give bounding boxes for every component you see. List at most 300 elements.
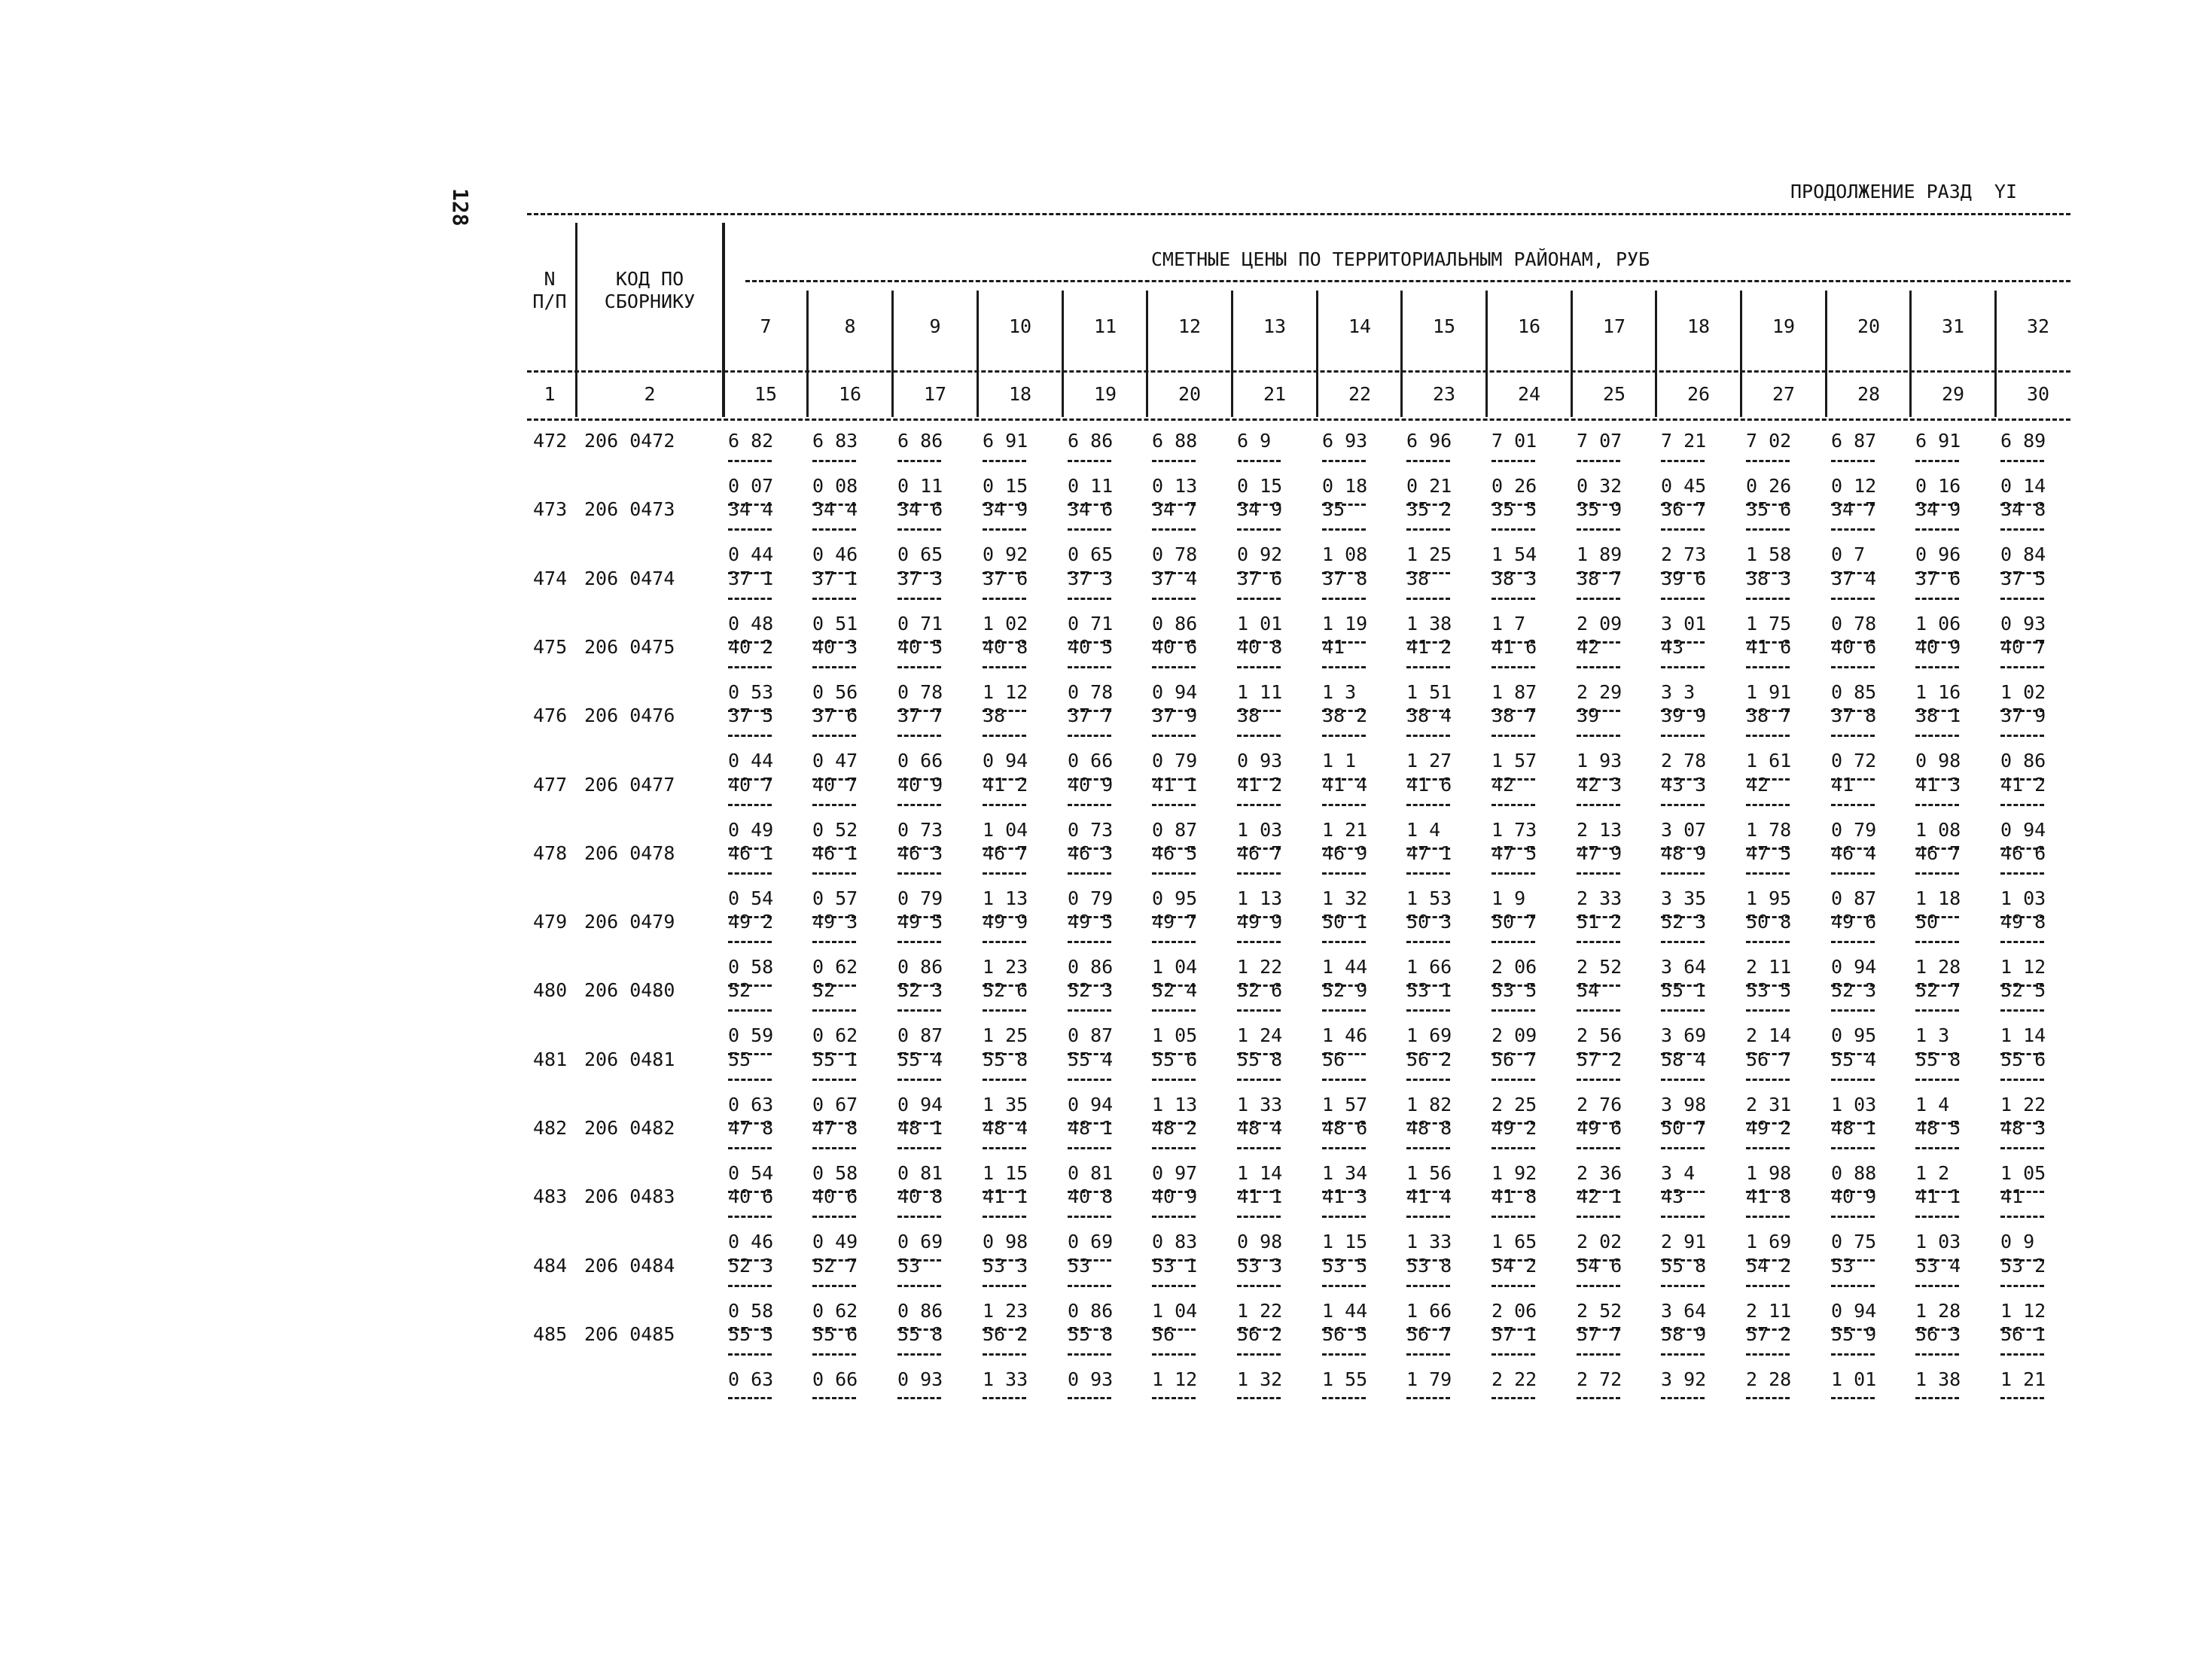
price-upper: 38 <box>1406 568 1430 589</box>
fraction-line <box>2000 528 2044 531</box>
price-lower: 0 53 <box>728 681 774 703</box>
price-lower: 1 95 <box>1746 887 1792 909</box>
price-lower: 0 21 <box>1406 475 1452 497</box>
price-lower: 0 69 <box>897 1231 943 1252</box>
fraction-line <box>728 941 772 943</box>
group-rule <box>745 280 2070 282</box>
price-upper: 53 2 <box>2000 1255 2046 1277</box>
price-lower: 1 55 <box>1322 1368 1368 1390</box>
fraction-line <box>1152 872 1196 875</box>
row-number: 484 <box>533 1255 568 1277</box>
index-number: 18 <box>1008 383 1032 405</box>
price-lower: 0 87 <box>1831 887 1877 909</box>
fraction-line <box>983 1079 1026 1081</box>
fraction-line <box>728 1147 772 1149</box>
district-number: 13 <box>1263 315 1287 337</box>
row-code: 206 0477 <box>584 774 675 796</box>
fraction-line <box>1831 804 1875 806</box>
price-lower: 1 04 <box>983 819 1028 841</box>
price-lower: 2 36 <box>1577 1162 1623 1184</box>
fraction-line <box>1322 804 1366 806</box>
price-upper: 41 1 <box>1152 774 1198 796</box>
price-lower: 1 13 <box>1152 1094 1198 1115</box>
price-lower: 0 84 <box>2000 543 2046 565</box>
price-lower: 1 12 <box>2000 1300 2046 1322</box>
price-lower: 3 92 <box>1661 1368 1707 1390</box>
price-upper: 40 8 <box>1068 1185 1114 1207</box>
fraction-line <box>728 1353 772 1356</box>
fraction-line <box>1831 1353 1875 1356</box>
col-code-label: КОД ПО <box>615 268 684 290</box>
fraction-line <box>983 1216 1026 1218</box>
price-upper: 41 1 <box>1915 1185 1961 1207</box>
price-lower: 2 29 <box>1577 681 1623 703</box>
price-lower: 1 23 <box>983 956 1028 978</box>
fraction-line <box>1068 528 1111 531</box>
fraction-line <box>1322 1353 1366 1356</box>
price-lower: 1 28 <box>1915 956 1961 978</box>
price-upper: 46 3 <box>1068 842 1114 864</box>
price-lower: 0 32 <box>1577 475 1623 497</box>
fraction-line <box>1237 735 1281 737</box>
price-upper: 55 1 <box>812 1048 858 1070</box>
fraction-line <box>1661 1216 1705 1218</box>
row-code: 206 0473 <box>584 498 675 520</box>
price-lower: 0 94 <box>1152 681 1198 703</box>
price-lower: 0 56 <box>812 681 858 703</box>
price-upper: 40 9 <box>897 774 943 796</box>
price-upper: 53 <box>1831 1255 1854 1277</box>
price-upper: 40 9 <box>1068 774 1114 796</box>
price-lower: 1 58 <box>1746 543 1792 565</box>
price-lower: 0 66 <box>1068 750 1114 772</box>
fraction-line <box>1491 1397 1535 1399</box>
continuation-title: ПРОДОЛЖЕНИЕ РАЗД YI <box>1790 181 2018 202</box>
price-upper: 46 9 <box>1322 842 1368 864</box>
price-upper: 34 4 <box>812 498 858 520</box>
row-code: 206 0484 <box>584 1255 675 1277</box>
row-number: 474 <box>533 568 568 589</box>
price-upper: 34 8 <box>2000 498 2046 520</box>
price-lower: 1 22 <box>1237 1300 1283 1322</box>
col-n-label: N <box>544 268 556 290</box>
fraction-line <box>1152 1216 1196 1218</box>
price-lower: 1 05 <box>1152 1024 1198 1046</box>
fraction-line <box>728 1216 772 1218</box>
price-lower: 0 9 <box>2000 1231 2035 1252</box>
price-upper: 37 1 <box>812 568 858 589</box>
price-upper: 40 6 <box>1831 636 1877 658</box>
price-upper: 53 1 <box>1406 979 1452 1001</box>
fraction-line <box>897 1216 941 1218</box>
fraction-line <box>897 1009 941 1012</box>
fraction-line <box>1491 528 1535 531</box>
price-lower: 0 62 <box>812 956 858 978</box>
price-lower: 0 15 <box>983 475 1028 497</box>
fraction-line <box>1661 1079 1705 1081</box>
price-lower: 1 35 <box>983 1094 1028 1115</box>
price-lower: 1 78 <box>1746 819 1792 841</box>
price-upper: 52 3 <box>1661 911 1707 933</box>
price-lower: 3 35 <box>1661 887 1707 909</box>
fraction-line <box>1237 804 1281 806</box>
price-lower: 1 22 <box>1237 956 1283 978</box>
price-upper: 41 8 <box>1746 1185 1792 1207</box>
fraction-line <box>1831 1009 1875 1012</box>
price-upper: 6 86 <box>1068 430 1114 452</box>
price-upper: 43 3 <box>1661 774 1707 796</box>
fraction-line <box>983 666 1026 668</box>
price-upper: 48 4 <box>983 1117 1028 1139</box>
fraction-line <box>897 1285 941 1287</box>
district-divider <box>1231 291 1233 417</box>
fraction-line <box>728 872 772 875</box>
price-upper: 56 7 <box>1406 1323 1452 1345</box>
index-number: 22 <box>1348 383 1372 405</box>
price-lower: 1 56 <box>1406 1162 1452 1184</box>
price-lower: 1 73 <box>1491 819 1537 841</box>
price-upper: 7 21 <box>1661 430 1707 452</box>
fraction-line <box>897 941 941 943</box>
price-lower: 0 26 <box>1746 475 1792 497</box>
price-upper: 54 2 <box>1746 1255 1792 1277</box>
price-lower: 0 46 <box>728 1231 774 1252</box>
price-lower: 0 86 <box>897 956 943 978</box>
fraction-line <box>1491 1147 1535 1149</box>
fraction-line <box>1322 1079 1366 1081</box>
fraction-line <box>1068 460 1111 462</box>
price-upper: 55 6 <box>812 1323 858 1345</box>
price-upper: 40 7 <box>812 774 858 796</box>
price-lower: 1 32 <box>1237 1368 1283 1390</box>
fraction-line <box>728 1009 772 1012</box>
fraction-line <box>728 1397 772 1399</box>
price-upper: 6 91 <box>1915 430 1961 452</box>
price-upper: 35 5 <box>1491 498 1537 520</box>
fraction-line <box>1068 1009 1111 1012</box>
fraction-line <box>1152 1009 1196 1012</box>
price-lower: 1 69 <box>1406 1024 1452 1046</box>
fraction-line <box>983 1147 1026 1149</box>
price-lower: 0 79 <box>1152 750 1198 772</box>
price-lower: 1 61 <box>1746 750 1792 772</box>
index-number: 16 <box>838 383 862 405</box>
fraction-line <box>1152 1079 1196 1081</box>
fraction-line <box>1577 1009 1620 1012</box>
price-upper: 55 4 <box>897 1048 943 1070</box>
price-lower: 1 03 <box>1831 1094 1877 1115</box>
price-lower: 1 06 <box>1915 613 1961 635</box>
fraction-line <box>1915 735 1959 737</box>
row-number: 481 <box>533 1048 568 1070</box>
price-upper: 56 2 <box>1237 1323 1283 1345</box>
price-lower: 0 51 <box>812 613 858 635</box>
price-lower: 1 3 <box>1915 1024 1950 1046</box>
price-lower: 1 57 <box>1491 750 1537 772</box>
price-upper: 41 3 <box>1915 774 1961 796</box>
price-upper: 46 3 <box>897 842 943 864</box>
district-divider <box>806 291 809 417</box>
price-lower: 0 81 <box>1068 1162 1114 1184</box>
price-lower: 1 57 <box>1322 1094 1368 1115</box>
row-number: 475 <box>533 636 568 658</box>
fraction-line <box>728 666 772 668</box>
price-lower: 2 25 <box>1491 1094 1537 1115</box>
row-number: 477 <box>533 774 568 796</box>
district-number: 19 <box>1772 315 1796 337</box>
price-lower: 0 87 <box>1068 1024 1114 1046</box>
price-lower: 1 7 <box>1491 613 1526 635</box>
price-lower: 0 93 <box>1068 1368 1114 1390</box>
fraction-line <box>1491 1009 1535 1012</box>
fraction-line <box>2000 460 2044 462</box>
fraction-line <box>1831 1216 1875 1218</box>
fraction-line <box>2000 1147 2044 1149</box>
price-upper: 55 9 <box>1831 1323 1877 1345</box>
price-upper: 49 5 <box>897 911 943 933</box>
fraction-line <box>1577 1079 1620 1081</box>
fraction-line <box>897 1353 941 1356</box>
price-upper: 37 6 <box>983 568 1028 589</box>
price-upper: 52 4 <box>1152 979 1198 1001</box>
fraction-line <box>1577 872 1620 875</box>
price-upper: 6 89 <box>2000 430 2046 452</box>
district-number: 16 <box>1517 315 1541 337</box>
price-lower: 1 33 <box>1406 1231 1452 1252</box>
price-lower: 1 32 <box>1322 887 1368 909</box>
fraction-line <box>1406 941 1450 943</box>
district-divider <box>722 223 724 417</box>
fraction-line <box>728 735 772 737</box>
price-lower: 1 3 <box>1322 681 1357 703</box>
fraction-line <box>983 941 1026 943</box>
price-upper: 48 5 <box>1915 1117 1961 1139</box>
price-upper: 52 3 <box>1831 979 1877 1001</box>
fraction-line <box>1915 804 1959 806</box>
fraction-line <box>1152 666 1196 668</box>
fraction-line <box>1491 1216 1535 1218</box>
price-upper: 40 2 <box>728 636 774 658</box>
price-upper: 55 6 <box>1152 1048 1198 1070</box>
fraction-line <box>1322 1216 1366 1218</box>
fraction-line <box>983 1353 1026 1356</box>
price-upper: 37 5 <box>728 705 774 726</box>
price-lower: 0 93 <box>2000 613 2046 635</box>
index-number: 27 <box>1772 383 1796 405</box>
price-upper: 55 5 <box>728 1323 774 1345</box>
price-upper: 46 4 <box>1831 842 1877 864</box>
price-lower: 0 58 <box>728 1300 774 1322</box>
fraction-line <box>2000 872 2044 875</box>
price-upper: 57 7 <box>1577 1323 1623 1345</box>
price-lower: 1 92 <box>1491 1162 1537 1184</box>
fraction-line <box>1068 941 1111 943</box>
price-upper: 7 02 <box>1746 430 1792 452</box>
price-lower: 0 58 <box>812 1162 858 1184</box>
price-upper: 49 8 <box>2000 911 2046 933</box>
price-lower: 0 86 <box>1068 956 1114 978</box>
price-upper: 50 3 <box>1406 911 1452 933</box>
price-upper: 37 8 <box>1322 568 1368 589</box>
fraction-line <box>1746 460 1790 462</box>
price-upper: 49 2 <box>728 911 774 933</box>
price-lower: 1 19 <box>1322 613 1368 635</box>
price-lower: 1 13 <box>1237 887 1283 909</box>
price-lower: 0 57 <box>812 887 858 909</box>
price-upper: 52 3 <box>1068 979 1114 1001</box>
price-upper: 49 2 <box>1491 1117 1537 1139</box>
fraction-line <box>1661 666 1705 668</box>
price-upper: 48 8 <box>1406 1117 1452 1139</box>
price-lower: 1 25 <box>1406 543 1452 565</box>
price-lower: 0 62 <box>812 1300 858 1322</box>
price-upper: 41 8 <box>1491 1185 1537 1207</box>
fraction-line <box>1406 1147 1450 1149</box>
fraction-line <box>728 804 772 806</box>
district-divider <box>1316 291 1318 417</box>
fraction-line <box>983 872 1026 875</box>
price-upper: 56 3 <box>1915 1323 1961 1345</box>
fraction-line <box>1152 735 1196 737</box>
price-lower: 1 98 <box>1746 1162 1792 1184</box>
price-upper: 52 7 <box>812 1255 858 1277</box>
fraction-line <box>1491 1285 1535 1287</box>
price-upper: 55 8 <box>1661 1255 1707 1277</box>
price-lower: 0 86 <box>2000 750 2046 772</box>
fraction-line <box>812 804 856 806</box>
fraction-line <box>1406 598 1450 600</box>
fraction-line <box>1577 804 1620 806</box>
price-upper: 53 1 <box>1152 1255 1198 1277</box>
price-upper: 56 7 <box>1491 1048 1537 1070</box>
fraction-line <box>2000 941 2044 943</box>
price-lower: 2 22 <box>1491 1368 1537 1390</box>
price-lower: 2 31 <box>1746 1094 1792 1115</box>
fraction-line <box>2000 1353 2044 1356</box>
price-upper: 34 7 <box>1152 498 1198 520</box>
index-number: 21 <box>1263 383 1287 405</box>
price-lower: 1 1 <box>1322 750 1357 772</box>
fraction-line <box>2000 1009 2044 1012</box>
district-number: 32 <box>2026 315 2050 337</box>
price-upper: 49 6 <box>1577 1117 1623 1139</box>
fraction-line <box>1237 941 1281 943</box>
fraction-line <box>728 460 772 462</box>
price-lower: 0 92 <box>1237 543 1283 565</box>
district-divider <box>977 291 979 417</box>
price-upper: 48 1 <box>1068 1117 1114 1139</box>
price-upper: 35 9 <box>1577 498 1623 520</box>
price-lower: 0 88 <box>1831 1162 1877 1184</box>
fraction-line <box>812 528 856 531</box>
price-lower: 2 11 <box>1746 956 1792 978</box>
price-lower: 1 34 <box>1322 1162 1368 1184</box>
fraction-line <box>1152 1397 1196 1399</box>
fraction-line <box>1322 1147 1366 1149</box>
price-lower: 0 13 <box>1152 475 1198 497</box>
fraction-line <box>1661 1147 1705 1149</box>
fraction-line <box>1406 528 1450 531</box>
fraction-line <box>1746 598 1790 600</box>
price-lower: 1 12 <box>2000 956 2046 978</box>
district-divider <box>1655 291 1657 417</box>
price-upper: 51 2 <box>1577 911 1623 933</box>
price-lower: 2 91 <box>1661 1231 1707 1252</box>
price-upper: 49 6 <box>1831 911 1877 933</box>
price-upper: 37 4 <box>1152 568 1198 589</box>
fraction-line <box>1831 528 1875 531</box>
fraction-line <box>1915 872 1959 875</box>
row-number: 483 <box>533 1185 568 1207</box>
price-lower: 0 15 <box>1237 475 1283 497</box>
price-lower: 2 76 <box>1577 1094 1623 1115</box>
price-lower: 1 25 <box>983 1024 1028 1046</box>
price-upper: 34 9 <box>1237 498 1283 520</box>
district-divider <box>1740 291 1742 417</box>
fraction-line <box>1406 735 1450 737</box>
fraction-line <box>1406 1397 1450 1399</box>
price-lower: 0 07 <box>728 475 774 497</box>
price-upper: 37 3 <box>897 568 943 589</box>
fraction-line <box>1406 804 1450 806</box>
district-divider <box>1571 291 1573 417</box>
price-upper: 34 9 <box>983 498 1028 520</box>
price-lower: 0 44 <box>728 543 774 565</box>
price-lower: 1 54 <box>1491 543 1537 565</box>
price-upper: 38 2 <box>1322 705 1368 726</box>
fraction-line <box>983 1009 1026 1012</box>
price-lower: 0 98 <box>1915 750 1961 772</box>
price-upper: 37 6 <box>812 705 858 726</box>
fraction-line <box>1661 598 1705 600</box>
fraction-line <box>1577 666 1620 668</box>
price-lower: 2 56 <box>1577 1024 1623 1046</box>
fraction-line <box>897 1079 941 1081</box>
district-divider <box>1400 291 1403 417</box>
price-lower: 0 73 <box>1068 819 1114 841</box>
price-upper: 7 07 <box>1577 430 1623 452</box>
fraction-line <box>1915 1147 1959 1149</box>
price-lower: 0 16 <box>1915 475 1961 497</box>
price-upper: 57 2 <box>1746 1323 1792 1345</box>
price-lower: 0 52 <box>812 819 858 841</box>
fraction-line <box>1577 1353 1620 1356</box>
price-upper: 36 7 <box>1661 498 1707 520</box>
price-lower: 0 59 <box>728 1024 774 1046</box>
price-upper: 37 3 <box>1068 568 1114 589</box>
index-number: 28 <box>1857 383 1881 405</box>
price-upper: 53 3 <box>1237 1255 1283 1277</box>
price-upper: 40 6 <box>1152 636 1198 658</box>
fraction-line <box>1831 872 1875 875</box>
price-lower: 0 95 <box>1831 1024 1877 1046</box>
price-upper: 6 87 <box>1831 430 1877 452</box>
price-upper: 47 5 <box>1491 842 1537 864</box>
fraction-line <box>1322 872 1366 875</box>
price-upper: 6 91 <box>983 430 1028 452</box>
price-upper: 49 2 <box>1746 1117 1792 1139</box>
price-lower: 1 27 <box>1406 750 1452 772</box>
district-divider <box>891 291 894 417</box>
fraction-line <box>1491 1079 1535 1081</box>
price-lower: 0 78 <box>897 681 943 703</box>
fraction-line <box>1491 666 1535 668</box>
price-upper: 6 86 <box>897 430 943 452</box>
price-lower: 1 38 <box>1915 1368 1961 1390</box>
price-upper: 38 <box>1237 705 1260 726</box>
fraction-line <box>1406 460 1450 462</box>
fraction-line <box>1152 528 1196 531</box>
